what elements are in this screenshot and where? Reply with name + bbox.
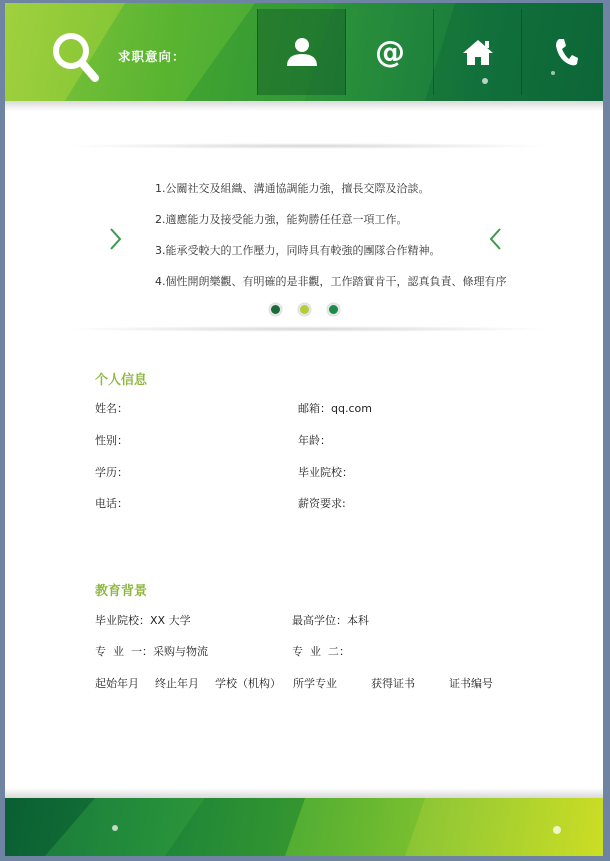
personal-info-title: 个人信息 xyxy=(95,373,148,388)
slider-pagination xyxy=(269,301,351,320)
edu-major1-field: 专 业 一：采购与物流 xyxy=(95,645,208,658)
slider-prev-arrow[interactable] xyxy=(108,227,122,251)
slider-content xyxy=(155,173,515,297)
edu-col-certificate-no: 证书编号 xyxy=(449,677,493,690)
home-icon xyxy=(462,38,494,66)
nav-button-phone[interactable] xyxy=(521,9,603,95)
slide-line-3: 3.能承受較大的工作壓力，同時具有較強的團隊合作精神。 xyxy=(155,244,441,257)
search-icon[interactable] xyxy=(51,31,99,83)
slider-dot-2[interactable] xyxy=(298,303,311,316)
edu-col-school: 学校（机构） xyxy=(215,677,281,690)
education-level-field: 学历： xyxy=(95,466,128,479)
slide-line-4: 4.個性開朗樂觀、有明確的是非觀，工作踏實肯干，認真負責、條理有序 xyxy=(155,275,507,288)
graduate-school-field: 毕业院校： xyxy=(298,466,353,479)
footer-shadow xyxy=(5,788,603,798)
edu-col-end-date: 终止年月 xyxy=(155,677,199,690)
svg-text:@: @ xyxy=(375,35,405,69)
footer-banner xyxy=(5,798,603,856)
edu-col-start-date: 起始年月 xyxy=(95,677,139,690)
slider-dot-3[interactable] xyxy=(327,303,340,316)
nav-button-home[interactable] xyxy=(433,9,522,95)
at-icon xyxy=(373,35,407,69)
edu-major2-field: 专 业 二： xyxy=(292,645,350,658)
footer-facets xyxy=(5,798,603,856)
nav-button-profile[interactable] xyxy=(257,9,346,95)
slider-dot-1[interactable] xyxy=(269,303,282,316)
person-icon xyxy=(285,37,319,67)
slide-line-2: 2.適應能力及接受能力強，能夠勝任任意一項工作。 xyxy=(155,213,408,226)
salary-field: 薪资要求: xyxy=(298,497,346,510)
gender-field: 性别： xyxy=(95,434,128,447)
phone-field: 电话： xyxy=(95,497,128,510)
edu-degree-field: 最高学位：本科 xyxy=(292,614,369,627)
edu-col-major: 所学专业 xyxy=(293,677,337,690)
slider-top-divider xyxy=(60,143,555,149)
header-shadow xyxy=(5,101,603,111)
resume-page xyxy=(5,3,603,856)
slider-bottom-divider xyxy=(60,326,555,332)
age-field: 年龄： xyxy=(298,434,331,447)
phone-icon xyxy=(553,37,579,67)
edu-col-certificate: 获得证书 xyxy=(371,677,415,690)
header-banner xyxy=(5,3,603,101)
edu-school-field: 毕业院校：XX 大学 xyxy=(95,614,191,627)
slide-line-1: 1.公關社交及組織、溝通協調能力強，擅長交際及洽談。 xyxy=(155,182,430,195)
job-intent-label: 求职意向： xyxy=(118,49,186,64)
nav-button-email[interactable] xyxy=(345,9,434,95)
email-field: 邮箱：qq.com xyxy=(298,402,372,415)
name-field: 姓名： xyxy=(95,402,128,415)
education-title: 教育背景 xyxy=(95,584,148,599)
